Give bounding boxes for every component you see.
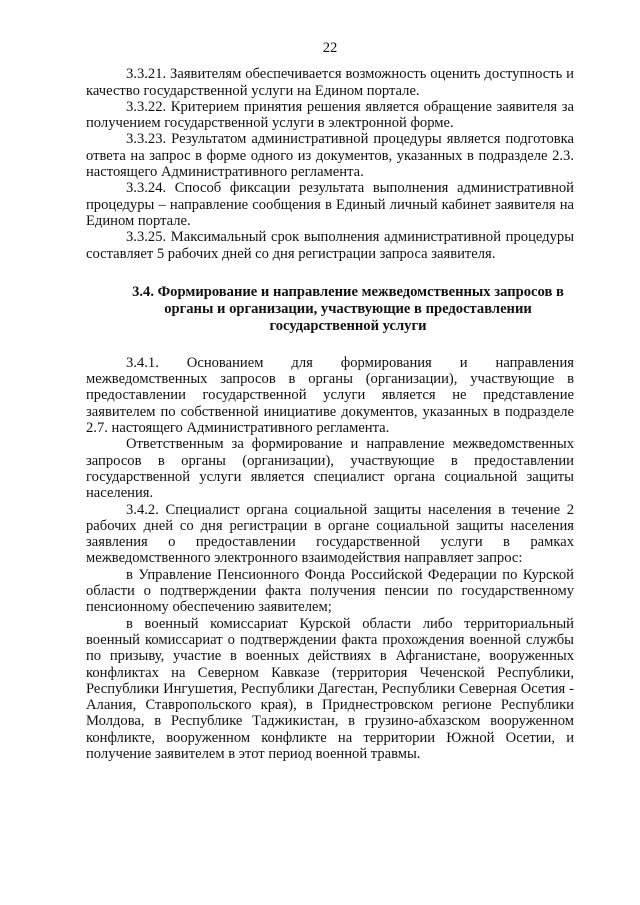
paragraph-3-4-2: 3.4.2. Специалист органа социальной защиты населения в течение 2 рабочих дней со дня регистрации в органе социальной защиты населения заявления о предоставлении государственной услуги в рамках межведомственного электронного взаимодействия направляет запрос: [86,501,574,567]
section-heading-3-4: 3.4. Формирование и направление межведомственных запросов в органы и организации, участвующие в предоставлении государственной услуги [132,283,564,334]
paragraph-3-4-1: 3.4.1. Основанием для формирования и направления межведомственных запросов в органы (организации), участвующие в предоставлении государственной услуги является не представление заявителем по собственной инициативе документов, указанных в подразделе 2.7. настоящего Административного регламента. [86,354,574,437]
paragraph-3-3-22: 3.3.22. Критерием принятия решения является обращение заявителя за получением государственной услуги в электронной форме. [86,98,574,132]
paragraph-3-3-23: 3.3.23. Результатом административной процедуры является подготовка ответа на запрос в форме одного из документов, указанных в подразделе 2.3. настоящего Административного регламента. [86,131,574,181]
spacer [86,335,574,355]
paragraph-responsible: Ответственным за формирование и направление межведомственных запросов в органы (организации), участвующие в предоставлении государственной услуги является специалист органа социальной защиты населения. [86,436,574,502]
page-number: 22 [322,40,338,56]
paragraph-military-commissariat: в военный комиссариат Курской области либо территориальный военный комиссариат о подтверждении факта прохождения военной службы по призыву, участие в военных действиях в Афганистане, вооруженных конфликтах на Северном Кавказе (территория Чеченской Республики, Республики Ингушетия, Республики Дагестан, Республики Северная Осетия - Алания, Ставропольского края), в Приднестровском регионе Республики Молдова, в Республике Таджикистан, в грузино-абхазском вооруженном конфликте, вооруженном конфликте на территории Южной Осетии, и получение заявителем в этот период военной травмы. [86,615,574,762]
paragraph-3-3-25: 3.3.25. Максимальный срок выполнения административной процедуры составляет 5 рабочих дней со дня регистрации запроса заявителя. [86,229,574,262]
paragraph-3-3-24: 3.3.24. Способ фиксации результата выполнения административной процедуры – направление сообщения в Единый личный кабинет заявителя на Едином портале. [86,180,574,229]
spacer [86,262,574,284]
paragraph-pension-fund: в Управление Пенсионного Фонда Российской Федерации по Курской области о подтверждении факта получения пенсии по государственному пенсионному обеспечению заявителем; [86,566,574,616]
paragraph-3-3-21: 3.3.21. Заявителям обеспечивается возможность оценить доступность и качество государственной услуги на Едином портале. [86,66,574,99]
document-page [86,0,574,762]
